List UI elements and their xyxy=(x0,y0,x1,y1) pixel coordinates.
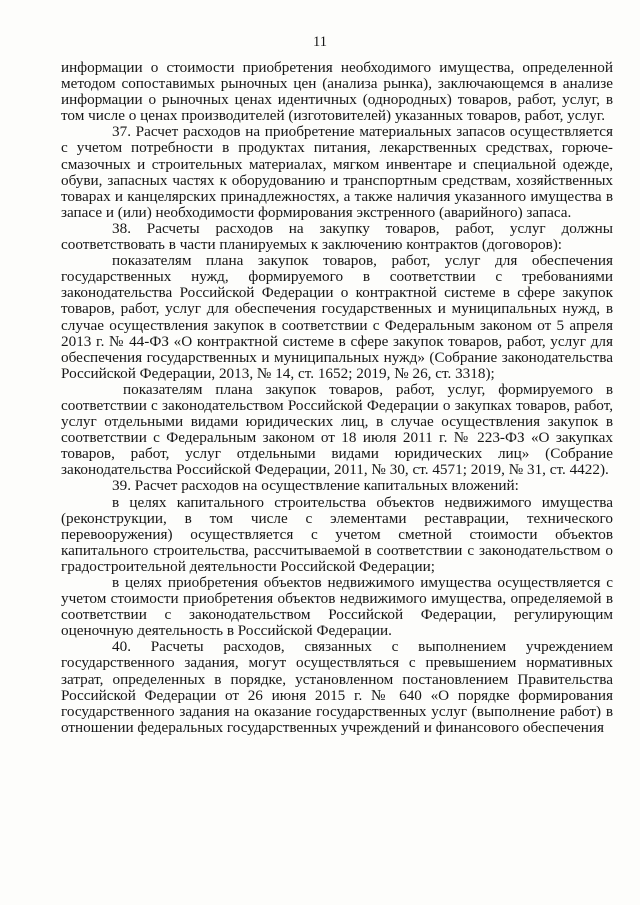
paragraph-39: 39. Расчет расходов на осуществление капитальных вложений: xyxy=(112,477,519,495)
paragraph-38-item-44fz: показателям плана закупок товаров, работ, услуг для обеспечения государственных нужд, формируемого в соответствии с требованиями законодательства Российской Федерации о контрактной системе в сфере закупок товаров, работ, услуг для обеспечения государственных и муниципальных нужд, в случае осуществления закупок в соответствии с Федеральным законом от 5 апреля 2013 г. № 44-ФЗ «О контрактной системе в сфере закупок товаров, работ, услуг для обеспечения государственных и муниципальных нужд» (Собрание законодательства Российской Федерации, 2013, № 14, ст. 1652; 2019, № 26, ст. 3318); xyxy=(61,252,613,382)
paragraph-39-item-acquisition: в целях приобретения объектов недвижимого имущества осуществляется с учетом стоимости приобретения объектов недвижимого имущества, определяемой в соответствии с законодательством Российской Федерации, регулирующим оценочную деятельность в Российской Федерации. xyxy=(61,574,613,640)
paragraph-38: 38. Расчеты расходов на закупку товаров, работ, услуг должны соответствовать в части планируемых к заключению контрактов (договоров): xyxy=(61,219,613,254)
document-body xyxy=(61,60,613,736)
paragraph-37: 37. Расчет расходов на приобретение материальных запасов осуществляется с учетом потребности в продуктах питания, лекарственных средствах, горюче-смазочных и строительных материалах, мягком инвентаре и специальной одежде, обуви, запасных частях к оборудованию и транспортным средствам, хозяйственных товарах и канцелярских принадлежностях, а также наличия указанного имущества в запасе и (или) необходимости формирования экстренного (аварийного) запаса. xyxy=(61,123,613,221)
paragraph-38-item-223fz: показателям плана закупок товаров, работ, услуг, формируемого в соответствии с законодательством Российской Федерации о закупках товаров, работ, услуг отдельными видами юридических лиц, в случае осуществления закупок в соответствии с Федеральным законом от 18 июля 2011 г. № 223-ФЗ «О закупках товаров, работ, услуг отдельными видами юридических лиц» (Собрание законодательства Российской Федерации, 2011, № 30, ст. 4571; 2019, № 31, ст. 4422). xyxy=(61,380,613,479)
paragraph-continuation: информации о стоимости приобретения необходимого имущества, определенной методом сопоставимых рыночных цен (анализа рынка), заключающемся в анализе информации о рыночных ценах идентичных (однородных) товаров, работ, услуг, в том числе о ценах производителей (изготовителей) указанных товаров, работ, услуг. xyxy=(61,59,613,125)
paragraph-39-item-construction: в целях капитального строительства объектов недвижимого имущества (реконструкции, в том числе с элементами реставрации, технического перевооружения) осуществляется с учетом сметной стоимости объектов капитального строительства, рассчитываемой в соответствии с законодательством о градостроительной деятельности Российской Федерации; xyxy=(61,493,613,575)
page-number: 11 xyxy=(313,34,327,50)
paragraph-40: 40. Расчеты расходов, связанных с выполнением учреждением государственного задания, могут осуществляться с превышением нормативных затрат, определенных в порядке, установленном постановлением Правительства Российской Федерации от 26 июня 2015 г. № 640 «О порядке формирования государственного задания на оказание государственных услуг (выполнение работ) в отношении федеральных государственных учреждений и финансового обеспечения xyxy=(61,638,613,736)
